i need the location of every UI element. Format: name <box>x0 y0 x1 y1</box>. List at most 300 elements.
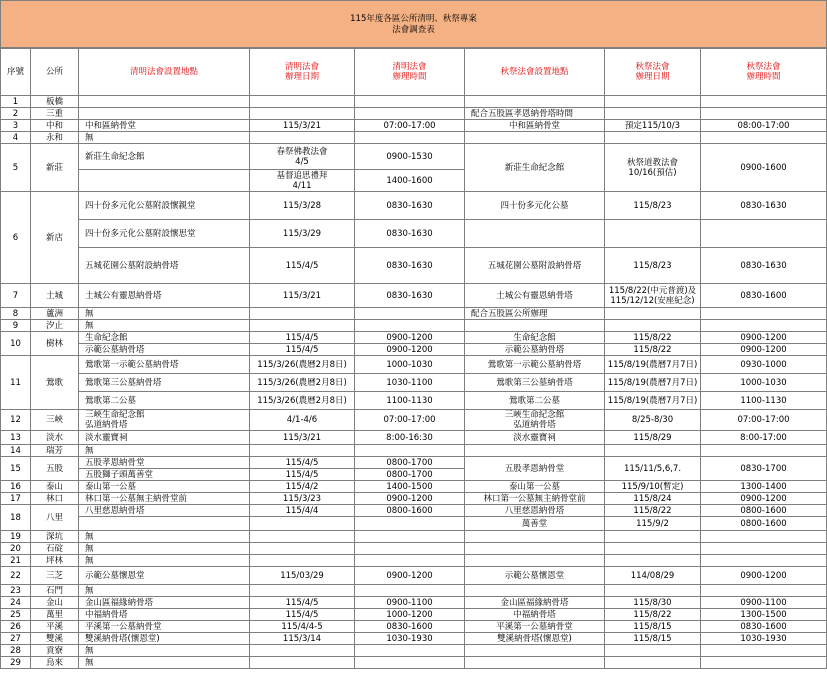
qm-time-cell: 0900-1530 <box>355 144 465 170</box>
qj-time-cell: 0930-1000 <box>701 356 827 374</box>
qm-date-cell: 115/4/5 <box>250 332 355 344</box>
qm-date-cell <box>250 517 355 531</box>
qj-date-cell: 115/8/29 <box>605 431 701 445</box>
col-header-qj-time: 秋祭法會 辦理時間 <box>701 49 827 96</box>
qj-place-cell <box>465 220 605 248</box>
office-name-cell: 蘆洲 <box>31 308 79 320</box>
qm-time-cell: 1000-1030 <box>355 356 465 374</box>
table-row <box>1 505 827 517</box>
table-row <box>1 585 827 597</box>
qm-place-cell: 中福納骨塔 <box>79 609 250 621</box>
office-name-cell: 雙溪 <box>31 633 79 645</box>
qj-date-cell <box>605 555 701 567</box>
office-name-cell: 石門 <box>31 585 79 597</box>
qm-date-cell: 115/3/26(農曆2月8日) <box>250 392 355 410</box>
qj-place-cell: 生命紀念館 <box>465 332 605 344</box>
qj-time-cell: 0900-1200 <box>701 332 827 344</box>
office-name-cell: 淡水 <box>31 431 79 445</box>
qm-place-cell: 無 <box>79 645 250 657</box>
table-row <box>1 531 827 543</box>
qm-time-cell: 1030-1100 <box>355 374 465 392</box>
qj-place-cell <box>465 585 605 597</box>
office-name-cell: 三芝 <box>31 567 79 585</box>
qj-date-cell <box>605 108 701 120</box>
row-number-cell: 14 <box>1 445 31 457</box>
qm-place-cell: 無 <box>79 555 250 567</box>
office-name-cell: 萬里 <box>31 609 79 621</box>
qm-place-cell: 平溪第一公墓納骨堂 <box>79 621 250 633</box>
qm-date-cell: 115/4/5 <box>250 457 355 469</box>
table-row <box>1 543 827 555</box>
row-number-cell: 21 <box>1 555 31 567</box>
row-number-cell: 12 <box>1 410 31 431</box>
qj-place-cell <box>465 531 605 543</box>
qj-place-cell <box>465 657 605 669</box>
col-header-qj-place: 秋祭法會設置地點 <box>465 49 605 96</box>
table-row <box>1 108 827 120</box>
qm-time-cell: 0900-1200 <box>355 332 465 344</box>
qj-date-cell: 115/8/23 <box>605 248 701 284</box>
qj-date-cell: 115/8/22 <box>605 609 701 621</box>
table-row <box>1 633 827 645</box>
title-line-2: 法會調查表 <box>392 25 435 35</box>
qm-date-cell: 115/3/26(農曆2月8日) <box>250 356 355 374</box>
qm-date-cell <box>250 531 355 543</box>
qm-time-cell: 07:00-17:00 <box>355 120 465 132</box>
qj-date-cell <box>605 543 701 555</box>
qj-date-cell: 115/9/2 <box>605 517 701 531</box>
qj-date-cell: 115/8/19(農曆7月7日) <box>605 356 701 374</box>
table-row <box>1 457 827 469</box>
qm-place-cell: 雙溪納骨塔(懷恩堂) <box>79 633 250 645</box>
qm-date-cell <box>250 445 355 457</box>
qj-time-cell <box>701 657 827 669</box>
qm-place-cell: 無 <box>79 531 250 543</box>
qj-time-cell: 0900-1100 <box>701 597 827 609</box>
qj-date-cell <box>605 645 701 657</box>
qj-place-cell: 淡水靈寶祠 <box>465 431 605 445</box>
table-row <box>1 517 827 531</box>
qm-place-cell: 生命紀念館 <box>79 332 250 344</box>
qm-place-cell: 無 <box>79 308 250 320</box>
table-row <box>1 144 827 170</box>
qj-time-cell: 0830-1630 <box>701 248 827 284</box>
office-name-cell: 中和 <box>31 120 79 132</box>
title-band <box>0 0 827 48</box>
qm-date-cell: 115/4/5 <box>250 597 355 609</box>
qj-time-cell: 08:00-17:00 <box>701 120 827 132</box>
table-row <box>1 657 827 669</box>
table-row <box>1 284 827 308</box>
qj-date-cell: 114/08/29 <box>605 567 701 585</box>
qm-time-cell: 0900-1200 <box>355 344 465 356</box>
qm-place-cell: 中和區納骨堂 <box>79 120 250 132</box>
qm-place-cell <box>79 517 250 531</box>
office-name-cell: 貢寮 <box>31 645 79 657</box>
qj-time-cell: 1030-1930 <box>701 633 827 645</box>
table-row <box>1 609 827 621</box>
qm-time-cell <box>355 645 465 657</box>
qm-time-cell: 07:00-17:00 <box>355 410 465 431</box>
qm-time-cell: 1100-1130 <box>355 392 465 410</box>
qj-time-cell <box>701 531 827 543</box>
qm-place-cell: 鶯歌第三公墓納骨塔 <box>79 374 250 392</box>
qm-date-cell <box>250 96 355 108</box>
qm-date-cell: 115/3/14 <box>250 633 355 645</box>
qm-place-cell: 無 <box>79 657 250 669</box>
qm-place-cell: 無 <box>79 132 250 144</box>
office-name-cell: 三峽 <box>31 410 79 431</box>
qm-time-cell <box>355 132 465 144</box>
table-row <box>1 431 827 445</box>
table-row <box>1 248 827 284</box>
qm-date-cell <box>250 585 355 597</box>
office-name-cell: 八里 <box>31 505 79 531</box>
row-number-cell: 17 <box>1 493 31 505</box>
qj-date-cell: 115/8/22 <box>605 344 701 356</box>
table-row <box>1 445 827 457</box>
qj-date-cell <box>605 96 701 108</box>
row-number-cell: 29 <box>1 657 31 669</box>
table-row <box>1 320 827 332</box>
table-row <box>1 392 827 410</box>
qj-date-cell: 8/25-8/30 <box>605 410 701 431</box>
header-row <box>1 49 827 96</box>
qm-date-cell: 4/1-4/6 <box>250 410 355 431</box>
row-number-cell: 5 <box>1 144 31 192</box>
qj-place-cell <box>465 555 605 567</box>
qj-time-cell: 0900-1200 <box>701 344 827 356</box>
qm-place-cell: 八里慈恩納骨塔 <box>79 505 250 517</box>
qj-time-cell: 0800-1600 <box>701 517 827 531</box>
qm-date-cell <box>250 555 355 567</box>
qm-place-cell: 四十份多元化公墓附設懷親堂 <box>79 192 250 220</box>
col-header-qm-date: 清明法會 辦理日期 <box>250 49 355 96</box>
qm-place-cell: 淡水靈寶祠 <box>79 431 250 445</box>
office-name-cell: 烏來 <box>31 657 79 669</box>
qj-date-cell: 115/8/22 <box>605 505 701 517</box>
qj-date-cell <box>605 585 701 597</box>
row-number-cell: 1 <box>1 96 31 108</box>
qj-time-cell: 1100-1130 <box>701 392 827 410</box>
qm-date-cell: 115/4/2 <box>250 481 355 493</box>
col-header-qj-date: 秋祭法會 辦理日期 <box>605 49 701 96</box>
qm-place-cell: 鶯歌第一示範公墓納骨塔 <box>79 356 250 374</box>
qm-time-cell <box>355 320 465 332</box>
qj-place-cell: 鶯歌第一示範公墓納骨塔 <box>465 356 605 374</box>
col-header-no: 序號 <box>1 49 31 96</box>
qm-date-cell: 115/4/5 <box>250 469 355 481</box>
office-name-cell: 泰山 <box>31 481 79 493</box>
qm-place-cell: 無 <box>79 543 250 555</box>
row-number-cell: 9 <box>1 320 31 332</box>
col-header-office: 公所 <box>31 49 79 96</box>
qj-place-cell: 三峽生命紀念館 弘道納骨塔 <box>465 410 605 431</box>
qj-place-cell: 中和區納骨堂 <box>465 120 605 132</box>
qj-date-cell: 115/8/22(中元普渡)及 115/12/12(安座紀念) <box>605 284 701 308</box>
office-name-cell: 金山 <box>31 597 79 609</box>
office-name-cell: 瑞芳 <box>31 445 79 457</box>
qj-place-cell <box>465 320 605 332</box>
qj-time-cell: 0830-1600 <box>701 284 827 308</box>
row-number-cell: 13 <box>1 431 31 445</box>
row-number-cell: 28 <box>1 645 31 657</box>
row-number-cell: 20 <box>1 543 31 555</box>
qm-date-cell: 115/3/21 <box>250 284 355 308</box>
qm-time-cell: 0800-1700 <box>355 457 465 469</box>
qm-date-cell: 115/3/29 <box>250 220 355 248</box>
qm-time-cell: 0900-1100 <box>355 597 465 609</box>
qm-place-cell: 無 <box>79 445 250 457</box>
qm-date-cell: 115/4/5 <box>250 609 355 621</box>
office-name-cell: 五股 <box>31 457 79 481</box>
qj-time-cell: 0830-1630 <box>701 192 827 220</box>
qm-time-cell <box>355 308 465 320</box>
qm-date-cell: 115/3/28 <box>250 192 355 220</box>
qj-place-cell <box>465 645 605 657</box>
qm-date-cell: 115/4/4 <box>250 505 355 517</box>
office-name-cell: 板橋 <box>31 96 79 108</box>
row-number-cell: 7 <box>1 284 31 308</box>
row-number-cell: 10 <box>1 332 31 356</box>
qm-date-cell: 115/3/26(農曆2月8日) <box>250 374 355 392</box>
qm-date-cell: 115/4/4-5 <box>250 621 355 633</box>
row-number-cell: 3 <box>1 120 31 132</box>
qj-place-cell: 四十份多元化公墓 <box>465 192 605 220</box>
qm-time-cell: 0900-1200 <box>355 567 465 585</box>
qm-place-cell: 新莊生命紀念館 <box>79 144 250 170</box>
table-row <box>1 493 827 505</box>
qm-date-cell: 115/4/5 <box>250 344 355 356</box>
qj-place-cell <box>465 96 605 108</box>
qj-place-cell: 雙溪納骨塔(懷恩堂) <box>465 633 605 645</box>
qm-time-cell <box>355 555 465 567</box>
table-row <box>1 332 827 344</box>
col-header-qm-place: 清明法會設置地點 <box>79 49 250 96</box>
row-number-cell: 6 <box>1 192 31 284</box>
qj-date-cell <box>605 132 701 144</box>
qm-date-cell <box>250 308 355 320</box>
qj-date-cell <box>605 220 701 248</box>
table-row <box>1 410 827 431</box>
office-name-cell: 永和 <box>31 132 79 144</box>
survey-table <box>0 48 827 669</box>
qj-place-cell: 五城花園公墓附設納骨塔 <box>465 248 605 284</box>
qj-time-cell <box>701 555 827 567</box>
title-line-1: 115年度各區公所清明、秋祭專案 <box>350 14 477 24</box>
table-body <box>1 96 827 669</box>
table-row <box>1 308 827 320</box>
table-row <box>1 356 827 374</box>
table-row <box>1 192 827 220</box>
qj-place-cell: 鶯歌第二公墓 <box>465 392 605 410</box>
qm-date-cell <box>250 132 355 144</box>
qm-date-cell: 基督追思禮拜 4/11 <box>250 170 355 192</box>
qm-date-cell: 115/3/23 <box>250 493 355 505</box>
qj-place-cell: 配合五股區公所辦理 <box>465 308 605 320</box>
qm-time-cell <box>355 585 465 597</box>
qm-date-cell <box>250 645 355 657</box>
row-number-cell: 22 <box>1 567 31 585</box>
qj-time-cell: 1300-1500 <box>701 609 827 621</box>
qj-place-cell <box>465 132 605 144</box>
qm-time-cell <box>355 543 465 555</box>
office-name-cell: 鶯歌 <box>31 356 79 410</box>
office-name-cell: 平溪 <box>31 621 79 633</box>
qj-place-cell: 金山區福緣納骨塔 <box>465 597 605 609</box>
qj-date-cell: 秋祭道教法會 10/16(預估) <box>605 144 701 192</box>
qm-date-cell <box>250 543 355 555</box>
qj-time-cell: 0900-1600 <box>701 144 827 192</box>
qm-time-cell: 0800-1600 <box>355 505 465 517</box>
qj-time-cell <box>701 220 827 248</box>
row-number-cell: 18 <box>1 505 31 531</box>
qj-date-cell: 115/8/24 <box>605 493 701 505</box>
qj-place-cell: 萬善堂 <box>465 517 605 531</box>
row-number-cell: 24 <box>1 597 31 609</box>
qj-date-cell: 115/8/30 <box>605 597 701 609</box>
row-number-cell: 26 <box>1 621 31 633</box>
qj-time-cell <box>701 645 827 657</box>
row-number-cell: 11 <box>1 356 31 410</box>
qj-place-cell: 示範公墓懷恩堂 <box>465 567 605 585</box>
qj-place-cell: 土城公有靈恩納骨塔 <box>465 284 605 308</box>
table-row <box>1 597 827 609</box>
qm-date-cell <box>250 657 355 669</box>
qj-time-cell: 0800-1600 <box>701 505 827 517</box>
qj-time-cell <box>701 543 827 555</box>
table-row <box>1 220 827 248</box>
qm-time-cell <box>355 657 465 669</box>
row-number-cell: 25 <box>1 609 31 621</box>
qm-place-cell: 示範公墓納骨塔 <box>79 344 250 356</box>
qj-time-cell: 1000-1030 <box>701 374 827 392</box>
qm-place-cell: 五股孝恩納骨堂 <box>79 457 250 469</box>
qj-time-cell <box>701 132 827 144</box>
qm-place-cell: 金山區福緣納骨塔 <box>79 597 250 609</box>
table-row <box>1 621 827 633</box>
qm-place-cell: 五城花園公墓附設納骨塔 <box>79 248 250 284</box>
qm-time-cell <box>355 531 465 543</box>
qm-date-cell: 115/4/5 <box>250 248 355 284</box>
qj-time-cell <box>701 320 827 332</box>
table-row <box>1 567 827 585</box>
office-name-cell: 汐止 <box>31 320 79 332</box>
qj-date-cell: 115/9/10(暫定) <box>605 481 701 493</box>
qj-place-cell: 林口第一公墓無主納骨堂前 <box>465 493 605 505</box>
row-number-cell: 15 <box>1 457 31 481</box>
qm-place-cell: 無 <box>79 320 250 332</box>
table-row <box>1 132 827 144</box>
qj-date-cell <box>605 657 701 669</box>
qj-place-cell: 平溪第一公墓納骨堂 <box>465 621 605 633</box>
qm-time-cell: 1400-1600 <box>355 170 465 192</box>
qj-date-cell: 115/8/23 <box>605 192 701 220</box>
office-name-cell: 新莊 <box>31 144 79 192</box>
qm-place-cell: 土城公有靈恩納骨塔 <box>79 284 250 308</box>
qm-place-cell <box>79 170 250 192</box>
qj-time-cell: 07:00-17:00 <box>701 410 827 431</box>
qm-time-cell: 0830-1630 <box>355 248 465 284</box>
qm-time-cell: 0830-1630 <box>355 192 465 220</box>
row-number-cell: 16 <box>1 481 31 493</box>
qm-place-cell: 無 <box>79 585 250 597</box>
row-number-cell: 23 <box>1 585 31 597</box>
qm-place-cell <box>79 108 250 120</box>
qj-place-cell <box>465 543 605 555</box>
row-number-cell: 4 <box>1 132 31 144</box>
table-row <box>1 120 827 132</box>
qm-date-cell: 春祭佛教法會 4/5 <box>250 144 355 170</box>
table-row <box>1 96 827 108</box>
office-name-cell: 土城 <box>31 284 79 308</box>
col-header-qm-time: 清明法會 辦理時間 <box>355 49 465 96</box>
qj-date-cell: 115/8/22 <box>605 332 701 344</box>
qj-date-cell: 115/8/19(農曆7月7日) <box>605 392 701 410</box>
qm-date-cell: 115/03/29 <box>250 567 355 585</box>
qj-time-cell <box>701 445 827 457</box>
qm-place-cell: 林口第一公墓無主納骨堂前 <box>79 493 250 505</box>
qm-date-cell: 115/3/21 <box>250 431 355 445</box>
qm-time-cell: 1400-1500 <box>355 481 465 493</box>
row-number-cell: 27 <box>1 633 31 645</box>
qm-time-cell: 1000-1200 <box>355 609 465 621</box>
qj-time-cell <box>701 308 827 320</box>
row-number-cell: 19 <box>1 531 31 543</box>
qm-time-cell: 8:00-16:30 <box>355 431 465 445</box>
qj-place-cell: 五股孝恩納骨堂 <box>465 457 605 481</box>
qj-time-cell: 8:00-17:00 <box>701 431 827 445</box>
qj-place-cell: 泰山第一公墓 <box>465 481 605 493</box>
qm-time-cell: 0830-1630 <box>355 220 465 248</box>
office-name-cell: 坪林 <box>31 555 79 567</box>
office-name-cell: 樹林 <box>31 332 79 356</box>
row-number-cell: 8 <box>1 308 31 320</box>
qj-place-cell: 示範公墓納骨塔 <box>465 344 605 356</box>
qm-place-cell: 示範公墓懷恩堂 <box>79 567 250 585</box>
qj-date-cell <box>605 308 701 320</box>
qm-time-cell: 0800-1700 <box>355 469 465 481</box>
qj-time-cell <box>701 96 827 108</box>
qj-place-cell: 鶯歌第三公墓納骨塔 <box>465 374 605 392</box>
qj-time-cell: 0830-1700 <box>701 457 827 481</box>
qm-time-cell: 1030-1930 <box>355 633 465 645</box>
qm-place-cell: 四十份多元化公墓附設懷思堂 <box>79 220 250 248</box>
qj-date-cell <box>605 320 701 332</box>
office-name-cell: 深坑 <box>31 531 79 543</box>
table-row <box>1 374 827 392</box>
qm-place-cell: 三峽生命紀念館 弘道納骨塔 <box>79 410 250 431</box>
qj-time-cell: 0900-1200 <box>701 493 827 505</box>
qm-time-cell: 0830-1630 <box>355 284 465 308</box>
office-name-cell: 林口 <box>31 493 79 505</box>
qm-date-cell <box>250 320 355 332</box>
qm-place-cell: 鶯歌第二公墓 <box>79 392 250 410</box>
qm-date-cell: 115/3/21 <box>250 120 355 132</box>
qm-time-cell <box>355 517 465 531</box>
qm-time-cell: 0900-1200 <box>355 493 465 505</box>
qm-place-cell <box>79 96 250 108</box>
qj-date-cell: 115/8/15 <box>605 621 701 633</box>
table-row <box>1 645 827 657</box>
qj-date-cell: 預定115/10/3 <box>605 120 701 132</box>
qm-place-cell: 五股獅子頭萬善堂 <box>79 469 250 481</box>
qm-time-cell <box>355 108 465 120</box>
qj-place-cell: 配合五股區孝恩納骨塔時間 <box>465 108 605 120</box>
qj-date-cell <box>605 445 701 457</box>
qm-time-cell <box>355 445 465 457</box>
qj-time-cell: 1300-1400 <box>701 481 827 493</box>
